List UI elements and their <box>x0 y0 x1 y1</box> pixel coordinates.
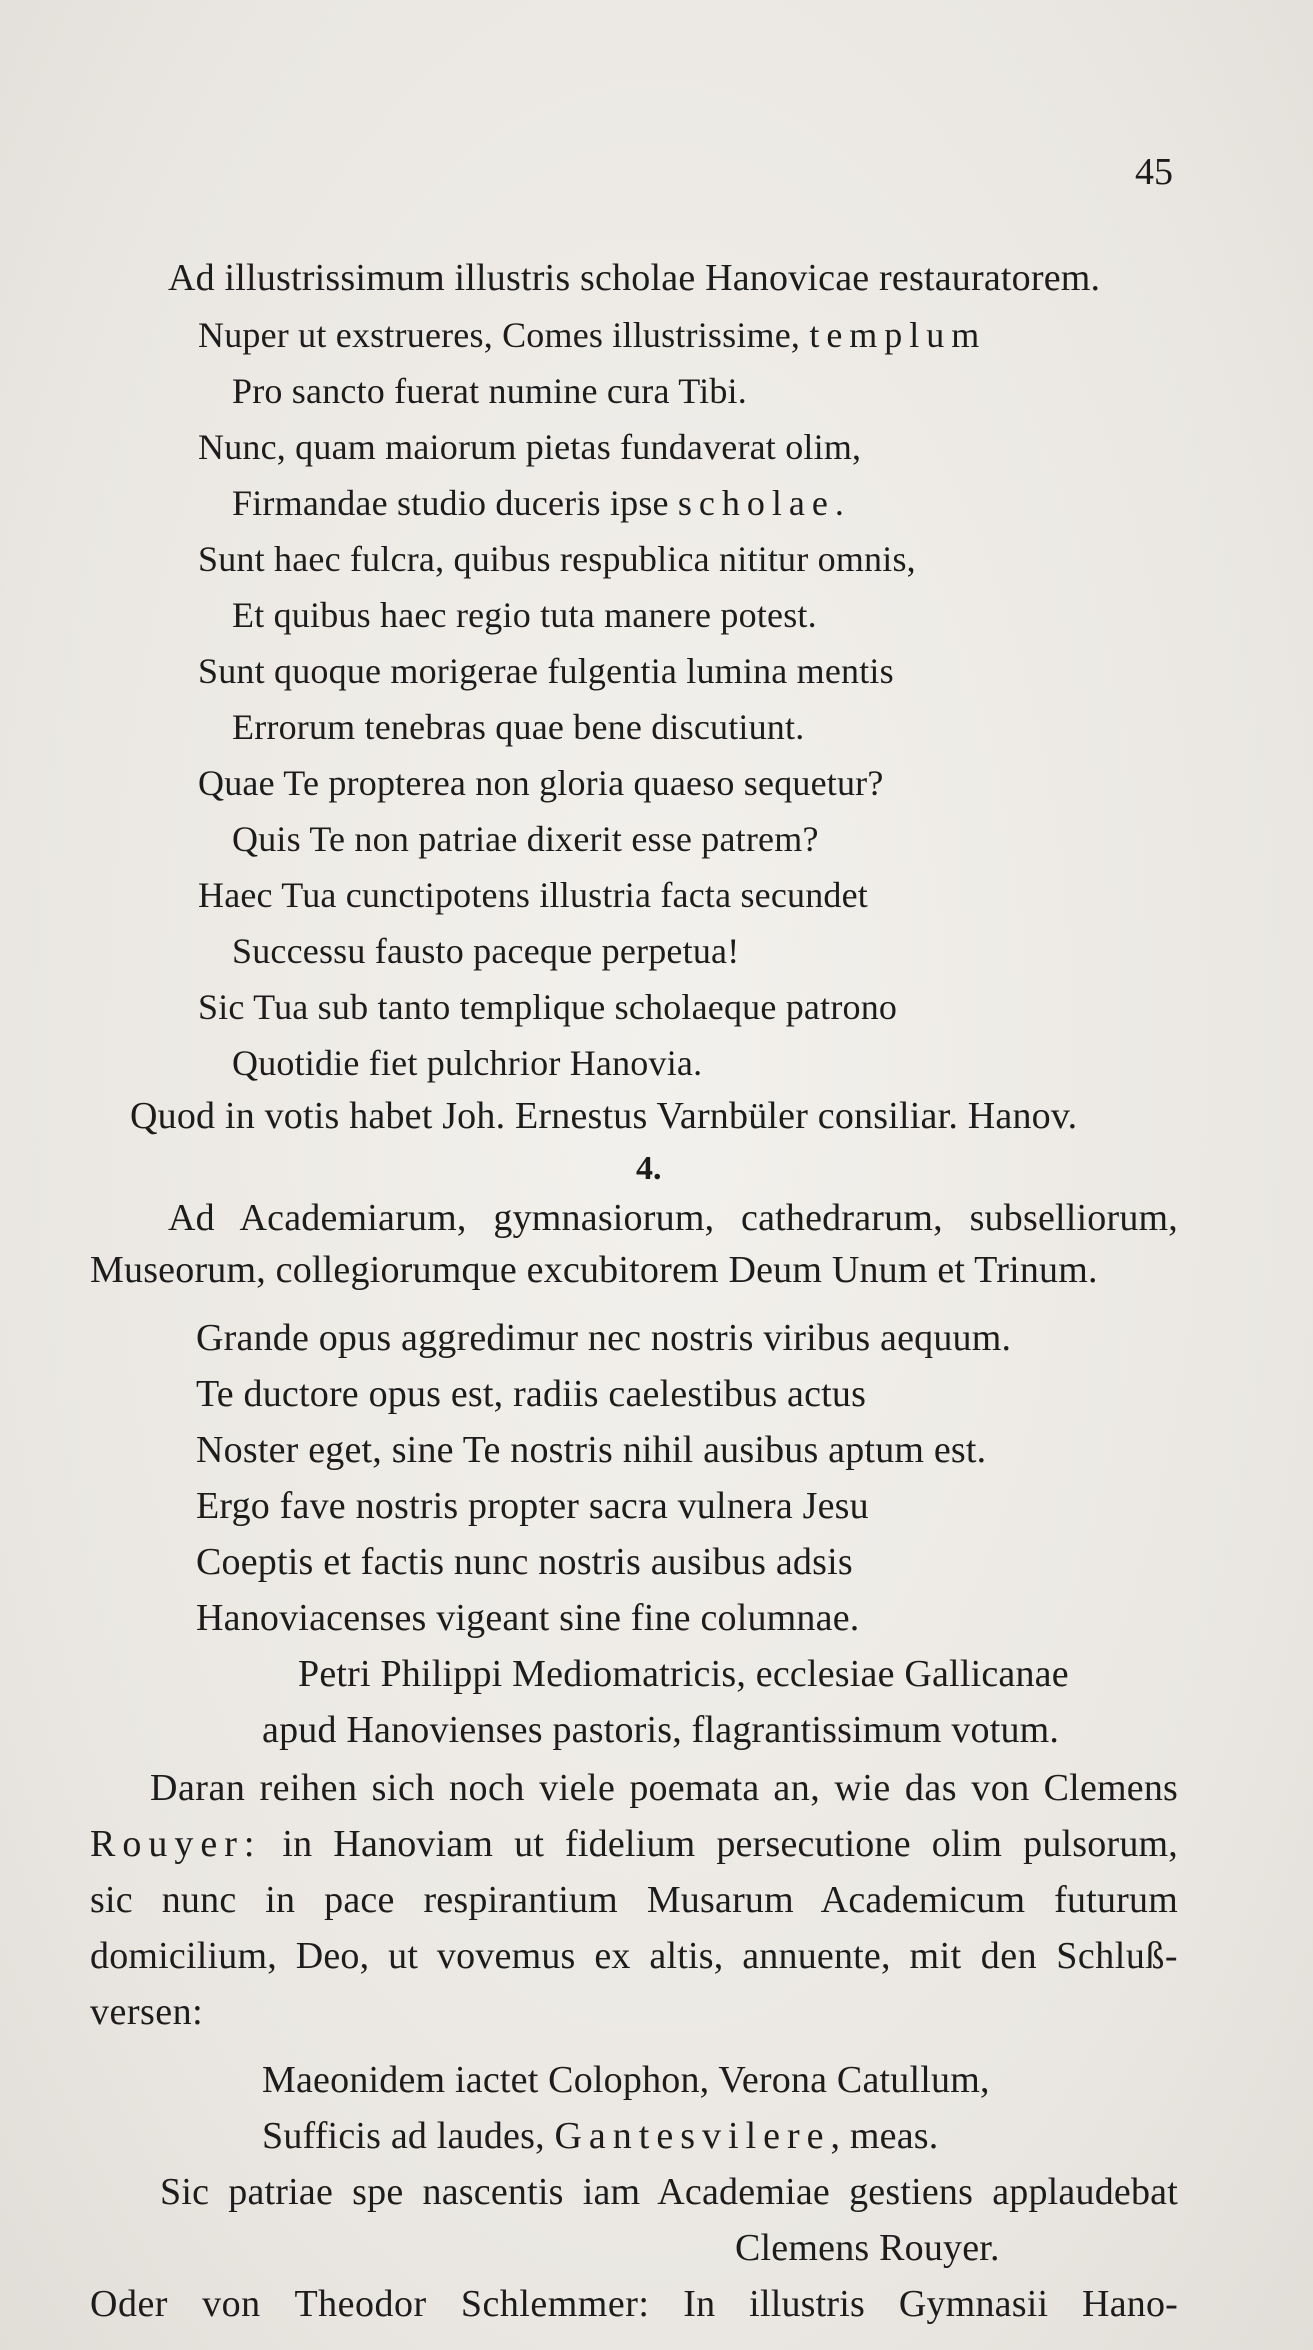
poem3-line-3: Sic patriae spe nascentis iam Academiae gestiens applaudebat <box>160 2171 1178 2213</box>
poem1-line-1-spaced: templum <box>809 315 987 355</box>
prose1-line-2-text: in Hanoviam ut fidelium persecutione olim pulsorum, <box>282 1823 1178 1865</box>
poem2-signature-line-2: apud Hanovienses pastoris, flagrantissimum votum. <box>262 1709 1060 1751</box>
poem3-line-2-text: Sufficis ad laudes, <box>262 2115 555 2157</box>
poem3-line-1: Maeonidem iactet Colophon, Verona Catullum, <box>262 2059 990 2101</box>
prose2-fraktur: Oder von <box>90 2283 261 2325</box>
poem1-line-3: Nunc, quam maiorum pietas fundaverat olim, <box>198 427 862 467</box>
poem1-line-1 <box>198 316 986 356</box>
poem1-line-14: Quotidie fiet pulchrior Hanovia. <box>232 1043 703 1083</box>
prose1-name-a: Clemens <box>1043 1767 1179 1809</box>
prose2-line-1 <box>90 2284 1178 2326</box>
poem1-line-6: Et quibus haec regio tuta manere potest. <box>232 595 817 635</box>
poem2-line-3: Noster eget, sine Te nostris nihil ausibus aptum est. <box>196 1429 987 1471</box>
poem2-line-5: Coeptis et factis nunc nostris ausibus adsis <box>196 1541 853 1583</box>
poem2-signature-line-1: Petri Philippi Mediomatricis, ecclesiae Gallicanae <box>298 1653 1069 1695</box>
poem2-heading-line-2: Museorum, collegiorumque excubitorem Deum Unum et Trinum. <box>90 1249 1098 1291</box>
prose1-line-4-fraktur: mit den Schluß- <box>909 1935 1178 1977</box>
poem1-line-4 <box>232 484 851 524</box>
poem2-line-2: Te ductore opus est, radiis caelestibus actus <box>196 1373 867 1415</box>
prose1-fraktur-b: an, wie das von <box>773 1767 1030 1809</box>
poem1-line-13: Sic Tua sub tanto templique scholaeque patrono <box>198 987 898 1027</box>
poem3-line-2-end: , meas. <box>830 2115 939 2157</box>
poem3-line-2 <box>262 2116 939 2158</box>
prose1-line-5: versen: <box>90 1991 204 2033</box>
section-number: 4. <box>636 1150 662 1187</box>
poem1-line-5: Sunt haec fulcra, quibus respublica nititur omnis, <box>198 539 916 579</box>
poem1-line-1-text: Nuper ut exstrueres, Comes illustrissime, <box>198 315 810 355</box>
poem1-line-2: Pro sancto fuerat numine cura Tibi. <box>232 371 747 411</box>
page-number: 45 <box>1135 151 1173 193</box>
poem1-line-10: Quis Te non patriae dixerit esse patrem? <box>232 819 819 859</box>
poem1-signature: Quod in votis habet Joh. Ernestus Varnbüler consiliar. Hanov. <box>130 1095 1078 1137</box>
prose2-latin: In illustris Gymnasii Hano- <box>683 2283 1179 2325</box>
prose1-latin-a: poemata <box>629 1767 760 1809</box>
poem3-signature: Clemens Rouyer. <box>735 2227 1000 2269</box>
poem1-line-4-text: Firmandae studio duceris ipse <box>232 483 678 523</box>
prose1-line-4-latin: domicilium, Deo, ut vovemus ex altis, annuente, <box>90 1935 891 1977</box>
poem1-line-8: Errorum tenebras quae bene discutiunt. <box>232 707 805 747</box>
prose1-line-4 <box>90 1936 1178 1978</box>
poem2-line-6: Hanoviacenses vigeant sine fine columnae. <box>196 1597 860 1639</box>
poem1-line-9: Quae Te propterea non gloria quaeso sequetur? <box>198 763 884 803</box>
prose1-line-2 <box>90 1824 1178 1866</box>
poem2-line-4: Ergo fave nostris propter sacra vulnera Jesu <box>196 1485 869 1527</box>
poem3-line-2-spaced: Gantesvilere <box>554 2115 831 2157</box>
prose1-name-b: Rouyer: <box>90 1823 262 1865</box>
poem1-line-4-spaced: scholae. <box>677 483 851 523</box>
prose2-name: Theodor Schlemmer: <box>294 2283 650 2325</box>
poem1-line-11: Haec Tua cunctipotens illustria facta secundet <box>198 875 868 915</box>
prose1-line-3: sic nunc in pace respirantium Musarum Academicum futurum <box>90 1879 1178 1921</box>
prose1-fraktur-a: Daran reihen sich noch viele <box>150 1767 616 1809</box>
poem2-heading-line-1: Ad Academiarum, gymnasiorum, cathedrarum, subselliorum, <box>168 1197 1178 1239</box>
poem1-line-7: Sunt quoque morigerae fulgentia lumina mentis <box>198 651 894 691</box>
poem2-line-1: Grande opus aggredimur nec nostris viribus aequum. <box>196 1317 1012 1359</box>
poem1-line-12: Successu fausto paceque perpetua! <box>232 931 740 971</box>
poem1-heading: Ad illustrissimum illustris scholae Hanovicae restauratorem. <box>168 257 1101 299</box>
prose1-line-1 <box>150 1768 1178 1810</box>
